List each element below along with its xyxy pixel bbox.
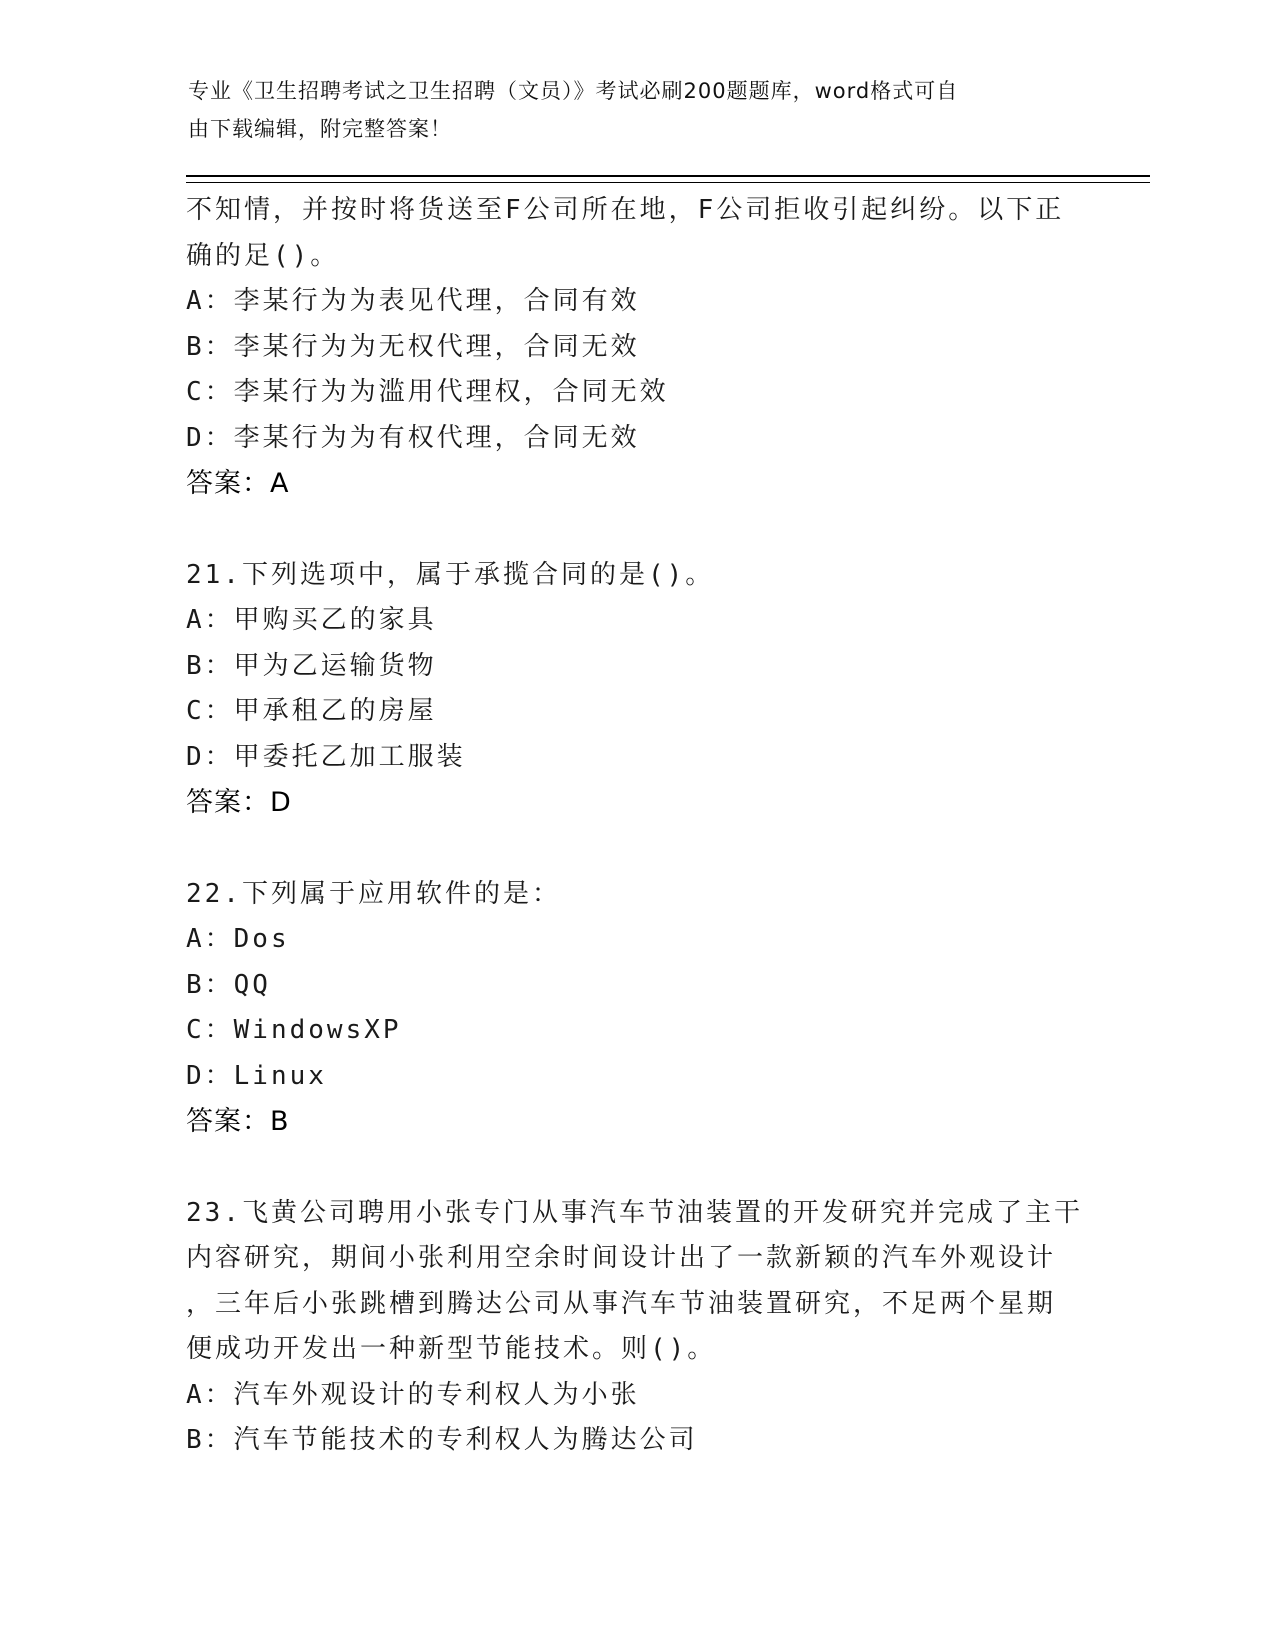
spacer xyxy=(186,1145,1086,1191)
question-text-line: 内容研究，期间小张利用空余时间设计出了一款新颖的汽车外观设计 xyxy=(186,1243,1057,1273)
option-d: D：甲委托乙加工服装 xyxy=(186,741,466,772)
answer-line: 答案：B xyxy=(186,1106,290,1137)
question-20-continued xyxy=(186,188,1086,507)
question-text-line: 23.飞黄公司聘用小张专门从事汽车节油装置的开发研究并完成了主干 xyxy=(186,1197,1083,1228)
header-divider-thin xyxy=(186,182,1150,183)
option-a: A：李某行为为表见代理，合同有效 xyxy=(186,286,640,316)
document-body xyxy=(186,188,1086,1464)
question-text-line: ，三年后小张跳槽到腾达公司从事汽车节油装置研究，不足两个星期 xyxy=(186,1288,1057,1319)
answer-line: 答案：D xyxy=(186,787,292,818)
header-line-1: 专业《卫生招聘考试之卫生招聘（文员）》考试必刷200题题库，word格式可自 xyxy=(188,79,959,103)
question-text-line: 21.下列选项中，属于承揽合同的是()。 xyxy=(186,559,715,590)
question-text-line: 22.下列属于应用软件的是： xyxy=(186,878,561,909)
option-b: B：QQ xyxy=(186,969,271,1000)
spacer xyxy=(186,507,1086,553)
header-line-2: 由下载编辑，附完整答案！ xyxy=(188,117,452,141)
option-c: C：李某行为为滥用代理权，合同无效 xyxy=(186,377,669,407)
option-d: D：李某行为为有权代理，合同无效 xyxy=(186,422,640,453)
option-a: A：汽车外观设计的专利权人为小张 xyxy=(186,1379,640,1410)
option-d: D：Linux xyxy=(186,1060,327,1091)
option-c: C：WindowsXP xyxy=(186,1015,402,1045)
spacer xyxy=(186,826,1086,872)
option-c: C：甲承租乙的房屋 xyxy=(186,696,437,726)
header-divider-thick xyxy=(186,175,1150,177)
option-a: A：Dos xyxy=(186,924,290,954)
question-text-line: 确的足()。 xyxy=(186,240,340,271)
question-text-line: 便成功开发出一种新型节能技术。则()。 xyxy=(186,1334,717,1364)
option-b: B：甲为乙运输货物 xyxy=(186,650,437,681)
option-b: B：李某行为为无权代理，合同无效 xyxy=(186,331,640,362)
option-a: A：甲购买乙的家具 xyxy=(186,605,437,635)
question-21 xyxy=(186,553,1086,826)
answer-line: 答案：A xyxy=(186,468,290,499)
question-text-line: 不知情，并按时将货送至F公司所在地，F公司拒收引起纠纷。以下正 xyxy=(186,195,1065,225)
document-header xyxy=(188,72,1068,148)
question-22 xyxy=(186,872,1086,1145)
question-23 xyxy=(186,1191,1086,1464)
option-b: B：汽车节能技术的专利权人为腾达公司 xyxy=(186,1425,698,1455)
